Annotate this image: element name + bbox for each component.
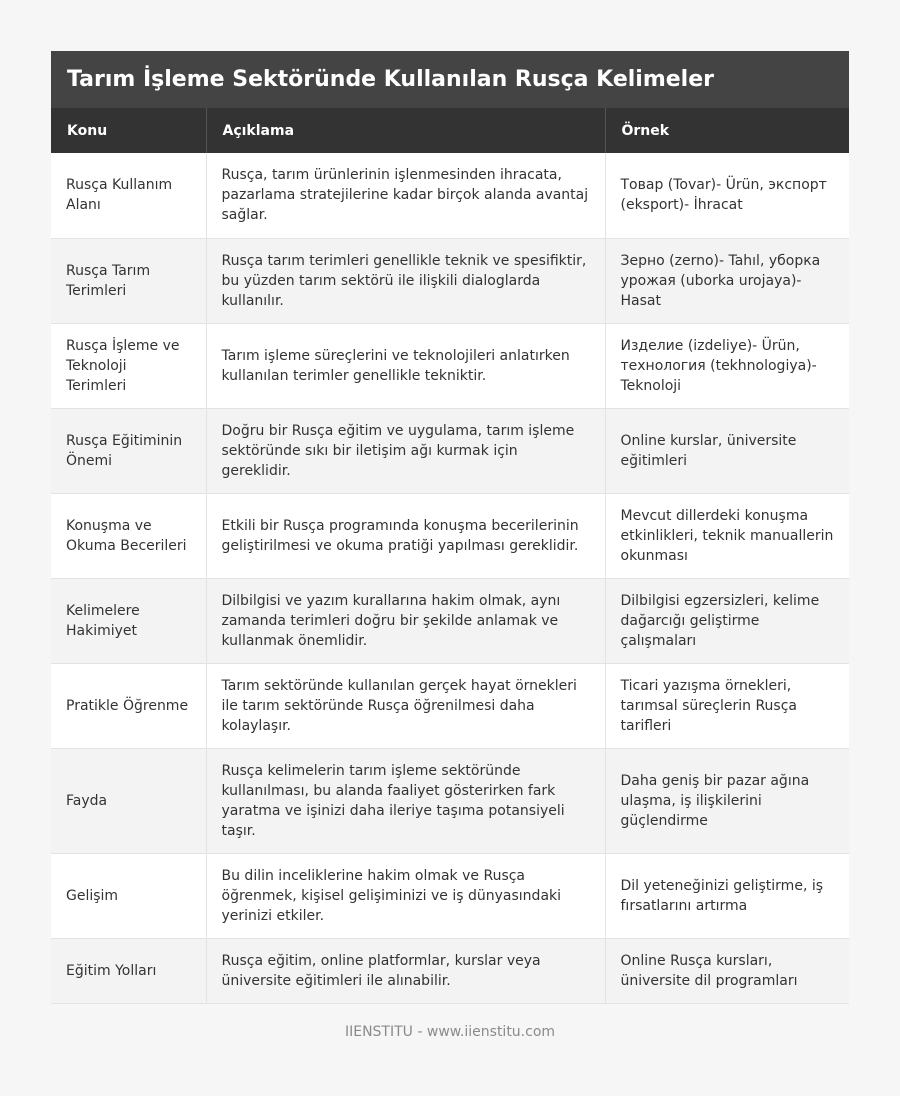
column-header-aciklama: Açıklama <box>206 108 605 153</box>
cell-ornek: Online kurslar, üniversite eğitimleri <box>605 408 849 493</box>
cell-ornek: Daha geniş bir pazar ağına ulaşma, iş ilişkilerini güçlendirme <box>605 748 849 853</box>
table-row <box>51 853 849 938</box>
vocabulary-table <box>51 108 849 1004</box>
table-row <box>51 323 849 408</box>
table-row <box>51 153 849 238</box>
table-header-row <box>51 108 849 153</box>
cell-konu: Gelişim <box>51 853 206 938</box>
footer-attribution: IIENSTITU - www.iienstitu.com <box>344 1024 556 1040</box>
page-title: Tarım İşleme Sektöründe Kullanılan Rusça Kelimeler <box>51 51 849 108</box>
table-row <box>51 408 849 493</box>
cell-aciklama: Doğru bir Rusça eğitim ve uygulama, tarım işleme sektöründe sıkı bir iletişim ağı kurmak için gereklidir. <box>206 408 605 493</box>
cell-ornek: Online Rusça kursları, üniversite dil programları <box>605 938 849 1003</box>
cell-konu: Pratikle Öğrenme <box>51 663 206 748</box>
cell-ornek: Ticari yazışma örnekleri, tarımsal süreçlerin Rusça tarifleri <box>605 663 849 748</box>
cell-ornek: Mevcut dillerdeki konuşma etkinlikleri, teknik manuallerin okunması <box>605 493 849 578</box>
cell-aciklama: Rusça eğitim, online platformlar, kurslar veya üniversite eğitimleri ile alınabilir. <box>206 938 605 1003</box>
cell-konu: Rusça Kullanım Alanı <box>51 153 206 238</box>
table-row <box>51 238 849 323</box>
cell-konu: Rusça Tarım Terimleri <box>51 238 206 323</box>
cell-konu: Kelimelere Hakimiyet <box>51 578 206 663</box>
cell-aciklama: Etkili bir Rusça programında konuşma becerilerinin geliştirilmesi ve okuma pratiği yapılması gereklidir. <box>206 493 605 578</box>
cell-aciklama: Rusça kelimelerin tarım işleme sektöründe kullanılması, bu alanda faaliyet gösterirken fark yaratma ve işinizi daha ileriye taşıma potansiyeli taşır. <box>206 748 605 853</box>
column-header-ornek: Örnek <box>605 108 849 153</box>
cell-aciklama: Tarım sektöründe kullanılan gerçek hayat örnekleri ile tarım sektöründe Rusça öğrenilmesi daha kolaylaşır. <box>206 663 605 748</box>
cell-aciklama: Rusça, tarım ürünlerinin işlenmesinden ihracata, pazarlama stratejilerine kadar birçok alanda avantaj sağlar. <box>206 153 605 238</box>
cell-konu: Rusça İşleme ve Teknoloji Terimleri <box>51 323 206 408</box>
cell-aciklama: Dilbilgisi ve yazım kurallarına hakim olmak, aynı zamanda terimleri doğru bir şekilde anlamak ve kullanmak önemlidir. <box>206 578 605 663</box>
content-table-card <box>51 51 849 1004</box>
column-header-konu: Konu <box>51 108 206 153</box>
cell-ornek: Изделие (izdeliye)- Ürün, технология (tekhnologiya)- Teknoloji <box>605 323 849 408</box>
table-row <box>51 938 849 1003</box>
cell-ornek: Dil yeteneğinizi geliştirme, iş fırsatlarını artırma <box>605 853 849 938</box>
cell-ornek: Товар (Tovar)- Ürün, экспорт (eksport)- İhracat <box>605 153 849 238</box>
cell-konu: Fayda <box>51 748 206 853</box>
cell-aciklama: Tarım işleme süreçlerini ve teknolojileri anlatırken kullanılan terimler genellikle tekniktir. <box>206 323 605 408</box>
table-row <box>51 578 849 663</box>
cell-konu: Rusça Eğitiminin Önemi <box>51 408 206 493</box>
table-row <box>51 493 849 578</box>
cell-ornek: Зерно (zerno)- Tahıl, уборка урожая (uborka urojaya)- Hasat <box>605 238 849 323</box>
table-row <box>51 748 849 853</box>
table-row <box>51 663 849 748</box>
cell-aciklama: Rusça tarım terimleri genellikle teknik ve spesifiktir, bu yüzden tarım sektörü ile ilişkili dialoglarda kullanılır. <box>206 238 605 323</box>
cell-konu: Eğitim Yolları <box>51 938 206 1003</box>
cell-konu: Konuşma ve Okuma Becerileri <box>51 493 206 578</box>
cell-ornek: Dilbilgisi egzersizleri, kelime dağarcığı geliştirme çalışmaları <box>605 578 849 663</box>
cell-aciklama: Bu dilin inceliklerine hakim olmak ve Rusça öğrenmek, kişisel gelişiminizi ve iş dünyasındaki yerinizi etkiler. <box>206 853 605 938</box>
